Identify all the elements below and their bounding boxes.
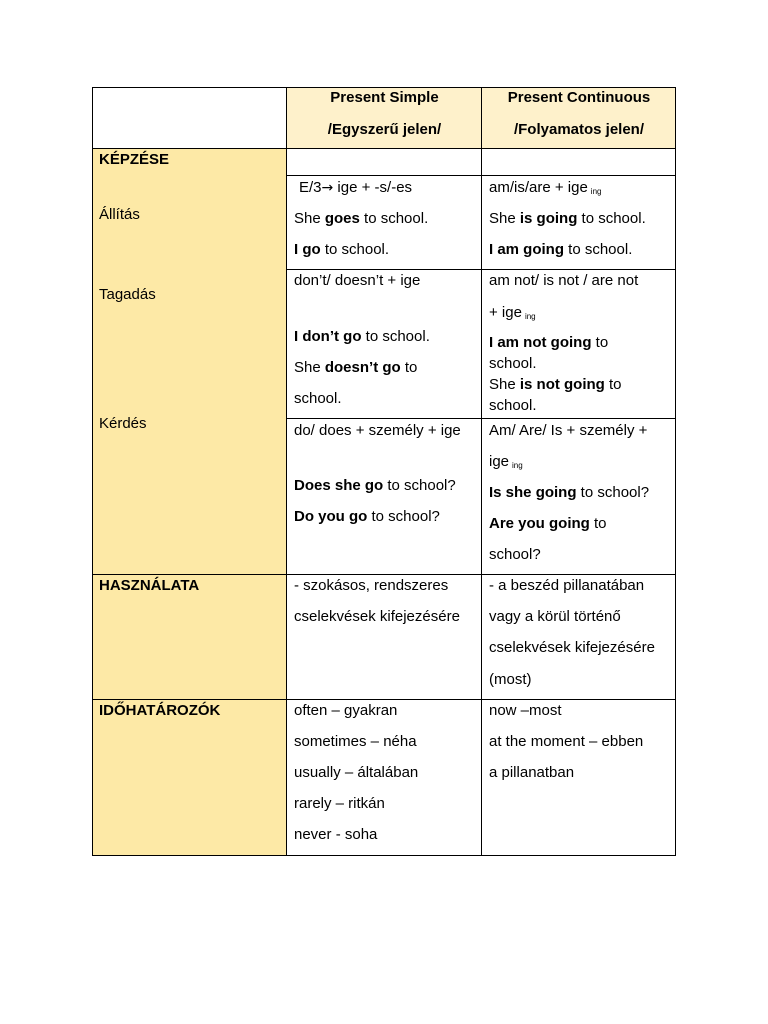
text-bold: Do you go [294, 508, 368, 525]
border-col1 [286, 87, 287, 856]
header-present-simple-title: Present Simple [330, 89, 439, 106]
label-tagadas: Tagadás [99, 286, 156, 303]
header-present-continuous-subtitle: /Folyamatos jelen/ [513, 121, 645, 138]
label-allitas: Állítás [99, 206, 140, 223]
header-present-continuous-title: Present Continuous [507, 89, 651, 106]
ps-allitas-example-2 [294, 241, 389, 259]
ing-subscript: ing [512, 461, 523, 470]
text-part: ige [489, 453, 510, 470]
border-top [92, 87, 676, 88]
text-bold: is going [519, 210, 578, 227]
text-part: to school? [367, 508, 440, 525]
text-part: am/is/are + ige [489, 179, 588, 196]
pc-idohatarozo-item: at the moment – ebben [489, 733, 644, 750]
text-part: to school. [564, 241, 633, 258]
border-col2 [481, 87, 482, 856]
border-kerdes-row [92, 574, 676, 575]
text-part: She [294, 210, 325, 227]
pc-hasznalata-line: vagy a körül történő [489, 608, 621, 625]
pc-kerdes-example-2-cont: school? [489, 546, 541, 563]
ps-tagadas-example-1 [294, 328, 430, 346]
text-bold: Are you going [489, 515, 590, 532]
ps-tagadas-example-2-cont: school. [294, 390, 342, 407]
text-part: to [604, 376, 622, 393]
pc-kerdes-example-1 [489, 484, 649, 502]
ps-idohatarozo-item: never - soha [294, 826, 378, 843]
border-left [92, 87, 93, 856]
pc-tagadas-rule-a: am not/ is not / are not [489, 272, 639, 289]
text-bold: is not going [519, 376, 605, 393]
text-bold: Is she going [489, 484, 577, 501]
text-bold: I am not going [489, 334, 592, 351]
text-bold: doesn’t go [324, 359, 401, 376]
ps-kerdes-rule: do/ does + személy + ige [294, 422, 461, 439]
ing-subscript: ing [524, 312, 536, 321]
pc-kerdes-rule-b [489, 453, 523, 475]
pc-idohatarozo-item: now –most [489, 702, 562, 719]
ps-allitas-example-1 [294, 210, 428, 228]
text-part: to [589, 515, 607, 532]
border-bottom [92, 855, 676, 856]
text-bold: Does she go [294, 477, 384, 494]
text-part: She [294, 359, 325, 376]
text-part: She [489, 376, 520, 393]
ps-kerdes-example-2 [294, 508, 440, 526]
left-column-bg [93, 149, 287, 855]
text-part: to [400, 359, 418, 376]
border-kepzese-row [286, 175, 676, 176]
ps-kerdes-example-1 [294, 477, 456, 495]
ps-allitas-rule-post: ige + -s/-es [337, 179, 413, 196]
ps-hasznalata-line: cselekvések kifejezésére [294, 608, 460, 625]
ps-tagadas-rule: don’t/ doesn’t + ige [294, 272, 421, 289]
text-part: to school. [359, 210, 429, 227]
ps-hasznalata-line: - szokásos, rendszeres [294, 577, 449, 594]
pc-hasznalata-line: (most) [489, 671, 532, 688]
pc-tagadas-example-1 [489, 334, 608, 352]
pc-allitas-example-1 [489, 210, 646, 228]
pc-tagadas-example-2 [489, 376, 622, 394]
pc-hasznalata-line: - a beszéd pillanatában [489, 577, 645, 594]
border-right [675, 87, 676, 856]
text-part: to school. [361, 328, 430, 345]
label-idohatarozok: IDŐHATÁROZÓK [99, 702, 221, 719]
ps-allitas-rule [299, 179, 412, 197]
text-part: to [591, 334, 609, 351]
header-present-simple-subtitle: /Egyszerű jelen/ [327, 121, 442, 138]
ps-idohatarozo-item: often – gyakran [294, 702, 398, 719]
pc-tagadas-rule-b [489, 304, 536, 326]
border-tagadas-row [286, 418, 676, 419]
text-bold: goes [324, 210, 360, 227]
ps-idohatarozo-item: rarely – ritkán [294, 795, 385, 812]
text-bold: I am going [489, 241, 564, 258]
border-allitas-row [286, 269, 676, 270]
pc-kerdes-rule-a: Am/ Are/ Is + személy + [489, 422, 648, 439]
pc-kerdes-example-2 [489, 515, 607, 533]
text-part: to school? [576, 484, 650, 501]
pc-hasznalata-line: cselekvések kifejezésére [489, 639, 655, 656]
ps-tagadas-example-2 [294, 359, 417, 377]
ps-idohatarozo-item: usually – általában [294, 764, 419, 781]
text-part: to school. [320, 241, 390, 258]
pc-tagadas-example-2-cont: school. [489, 397, 537, 414]
pc-idohatarozo-item: a pillanatban [489, 764, 575, 781]
text-bold: I go [294, 241, 321, 258]
border-hasznalata-row [92, 699, 676, 700]
border-header-bottom [92, 148, 676, 149]
label-hasznalata: HASZNÁLATA [99, 577, 200, 594]
pc-allitas-example-2 [489, 241, 632, 259]
label-kerdes: Kérdés [99, 415, 147, 432]
text-part: to school? [383, 477, 456, 494]
pc-allitas-rule [489, 179, 601, 201]
ps-idohatarozo-item: sometimes – néha [294, 733, 417, 750]
ps-allitas-rule-pre: E/3 [299, 179, 322, 196]
text-part: to school. [577, 210, 646, 227]
text-part: She [489, 210, 520, 227]
pc-tagadas-example-1-cont: school. [489, 355, 537, 372]
text-bold: I don’t go [294, 328, 362, 345]
ing-subscript: ing [590, 187, 602, 196]
text-part: + ige [489, 304, 522, 321]
label-kepzese: KÉPZÉSE [99, 151, 170, 168]
arrow-right-icon: → [321, 180, 334, 196]
